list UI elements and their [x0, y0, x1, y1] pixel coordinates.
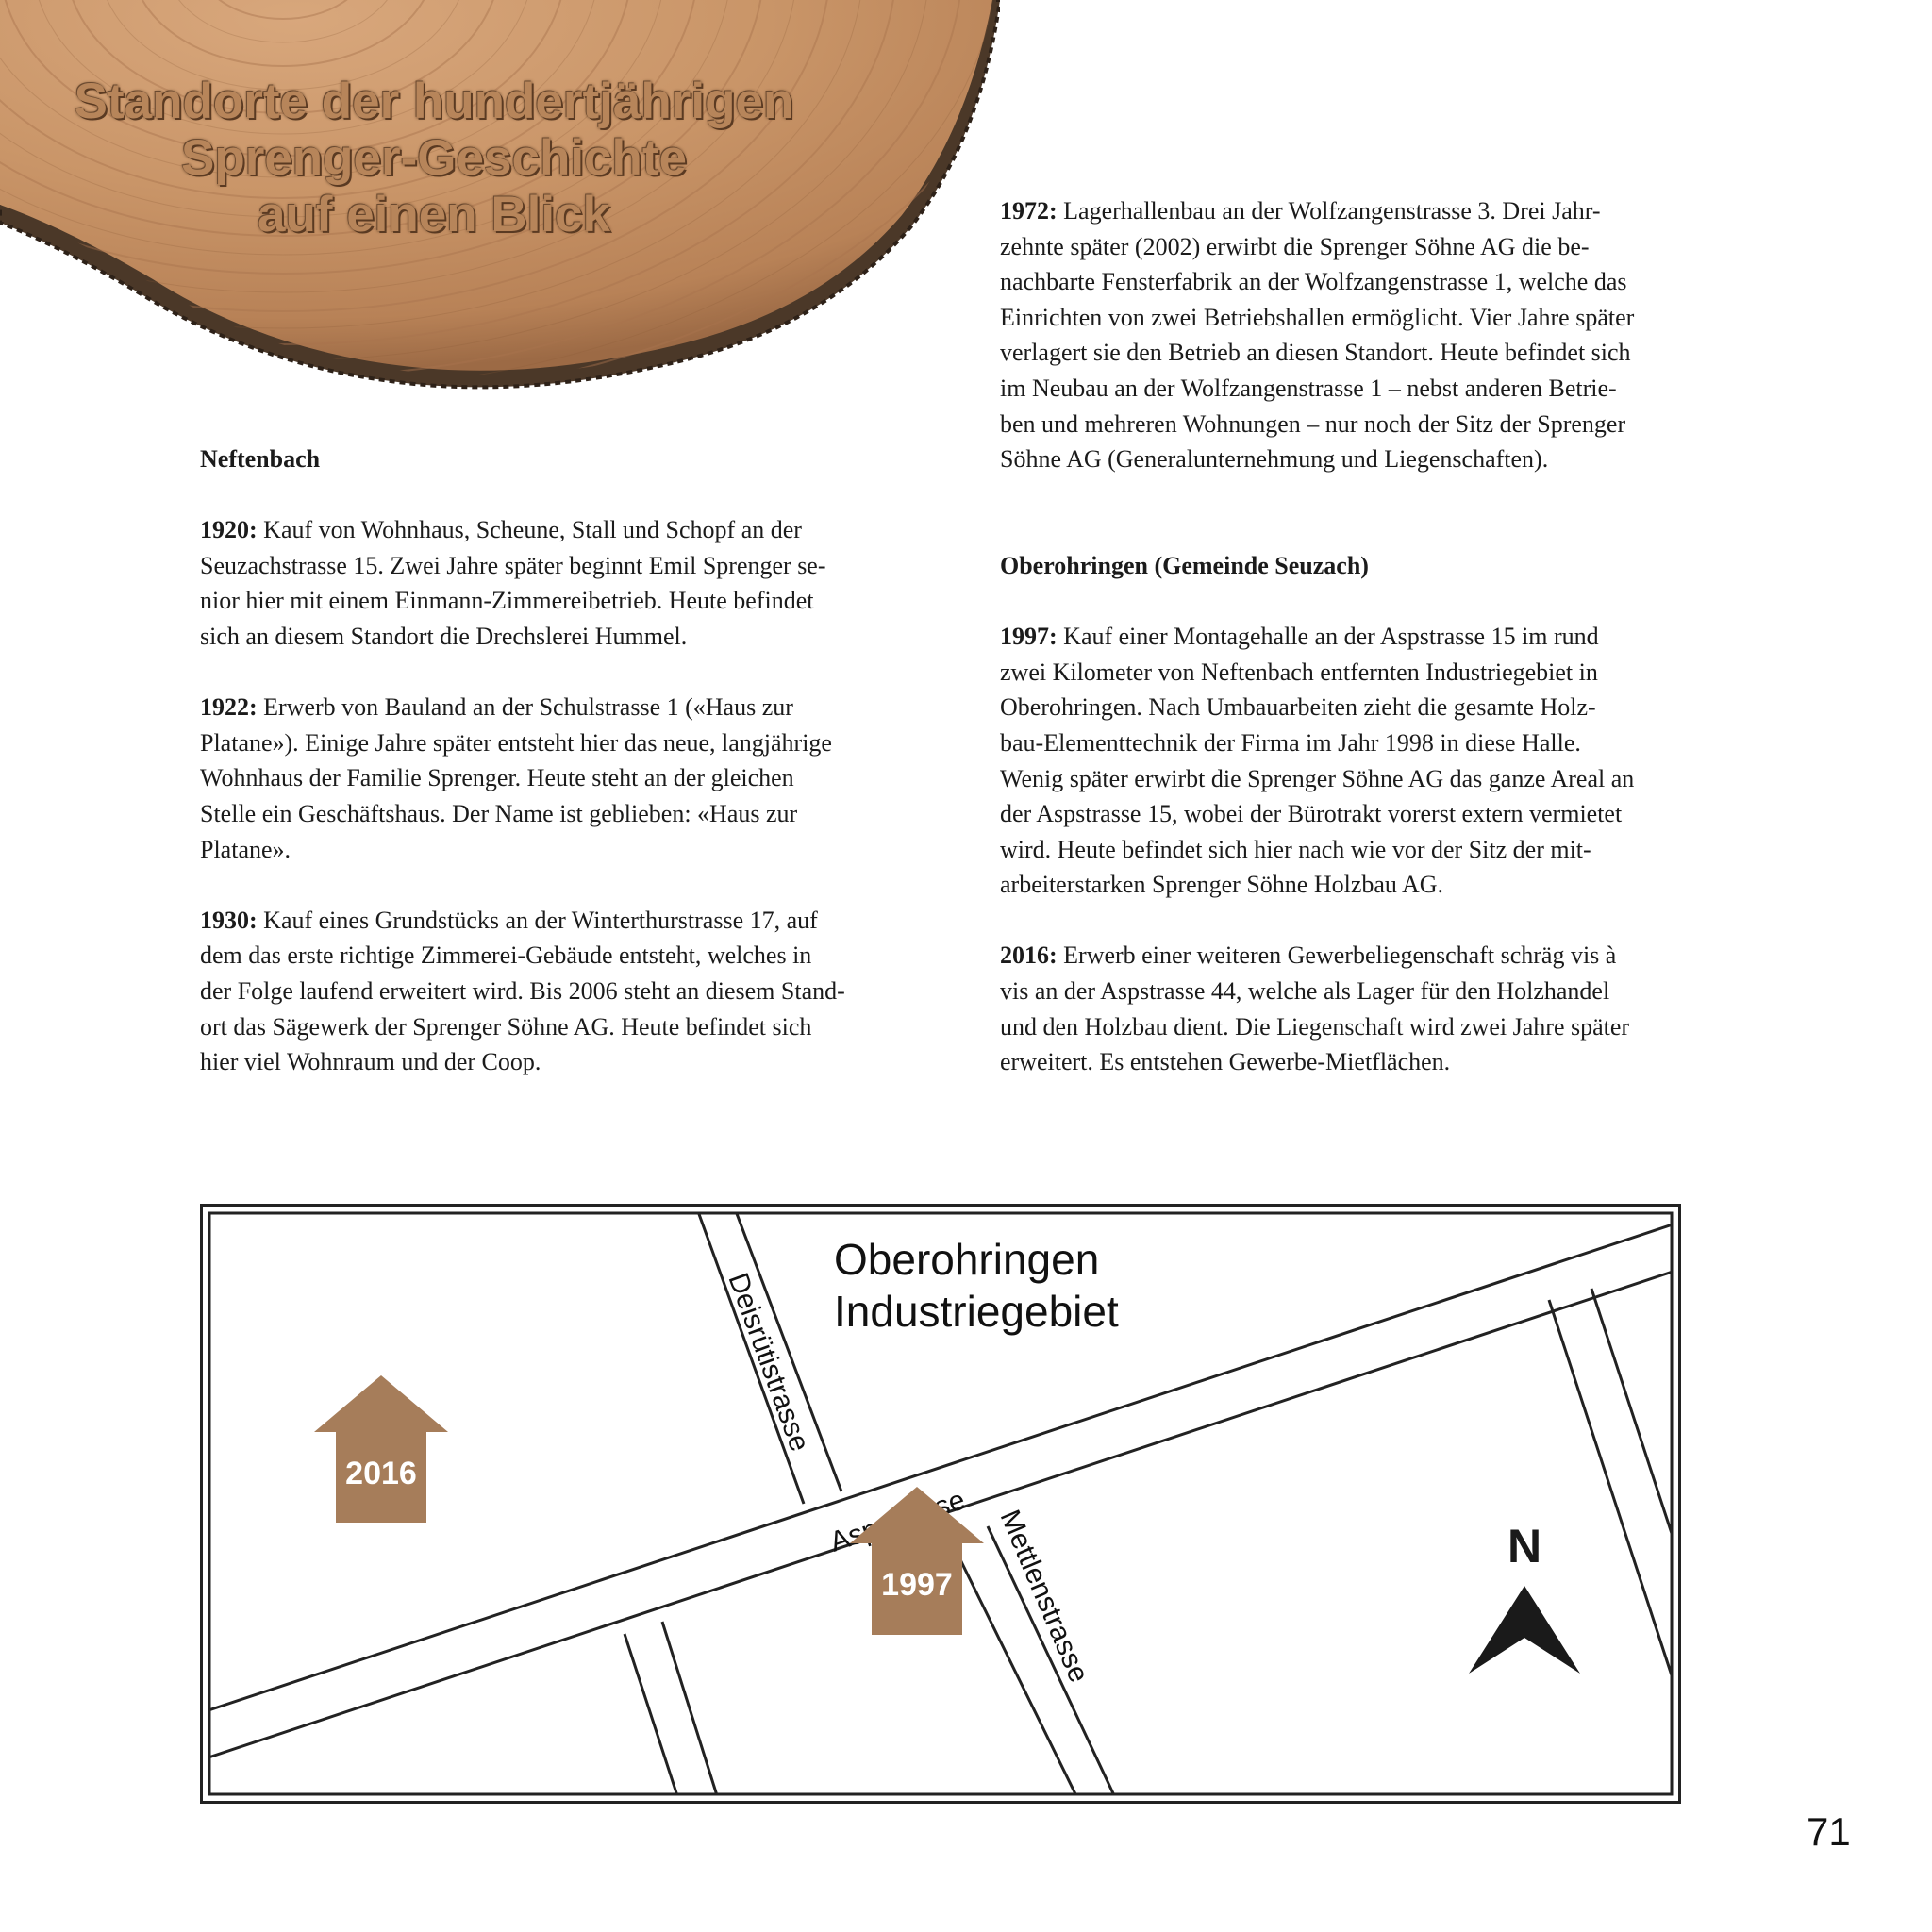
entry-text: arbeiterstarken Sprenger Söhne Holzbau AG.: [1000, 871, 1444, 899]
entry-text: dem das erste richtige Zimmerei-Gebäude entsteht, welches in: [200, 941, 812, 970]
entry-text: verlagert sie den Betrieb an diesen Standort. Heute befindet sich: [1000, 339, 1631, 367]
left-column: [200, 441, 879, 1080]
section-heading-oberohringen: Oberohringen (Gemeinde Seuzach): [1000, 551, 1369, 579]
entry-text: Lagerhallenbau an der Wolfzangenstrasse 3. Drei Jahr-: [1057, 197, 1601, 225]
entry-text: bau-Elementtechnik der Firma im Jahr 1998 in diese Halle.: [1000, 728, 1581, 757]
entry-text: erweitert. Es entstehen Gewerbe-Mietflächen.: [1000, 1048, 1451, 1076]
entry-text: Seuzachstrasse 15. Zwei Jahre später beginnt Emil Sprenger se-: [200, 551, 826, 579]
entry-text: Kauf von Wohnhaus, Scheune, Stall und Schopf an der: [257, 516, 802, 544]
entry-text: Platane».: [200, 835, 291, 863]
entry-year: 1997:: [1000, 623, 1058, 651]
entry-1922: [200, 690, 879, 867]
entry-text: Stelle ein Geschäftshaus. Der Name ist geblieben: «Haus zur: [200, 799, 798, 827]
entry-text: Wenig später erwirbt die Sprenger Söhne AG das ganze Areal an: [1000, 764, 1635, 792]
page-number: 71: [1807, 1809, 1851, 1854]
street-label-mettlenstrasse: Mettlenstrasse: [993, 1505, 1095, 1688]
entry-text: Oberohringen. Nach Umbauarbeiten zieht die gesamte Holz-: [1000, 693, 1596, 722]
title-line-2: Sprenger-Geschichte: [180, 130, 688, 186]
entry-text: wird. Heute befindet sich hier nach wie vor der Sitz der mit-: [1000, 835, 1591, 863]
entry-text: nior hier mit einem Einmann-Zimmereibetrieb. Heute befindet: [200, 587, 814, 615]
right-column: [1000, 193, 1698, 1080]
entry-text: ort das Sägewerk der Sprenger Söhne AG. Heute befindet sich: [200, 1012, 812, 1041]
entry-text: Erwerb einer weiteren Gewerbeliegenschaft schräg vis à: [1057, 941, 1617, 970]
entry-2016: [1000, 938, 1698, 1079]
entry-text: sich an diesem Standort die Drechslerei Hummel.: [200, 622, 688, 650]
marker-label: 2016: [345, 1456, 417, 1491]
entry-text: Platane»). Einige Jahre später entsteht hier das neue, langjährige: [200, 728, 832, 757]
map-area-label: Industriegebiet: [834, 1287, 1119, 1336]
entry-text: zehnte später (2002) erwirbt die Sprenger Söhne AG die be-: [1000, 232, 1590, 260]
section-heading-neftenbach: Neftenbach: [200, 445, 321, 473]
entry-year: 1930:: [200, 906, 258, 934]
entry-1997: [1000, 619, 1698, 903]
entry-text: vis an der Aspstrasse 44, welche als Lager für den Holzhandel: [1000, 977, 1610, 1006]
title-line-3: auf einen Blick: [257, 187, 611, 242]
entry-text: Einrichten von zwei Betriebshallen ermöglicht. Vier Jahre später: [1000, 303, 1635, 331]
entry-1920: [200, 512, 879, 654]
location-map: [200, 1204, 1681, 1804]
street-label-deisruetistrasse: Deisrütistrasse: [722, 1269, 816, 1456]
entry-year: 1922:: [200, 693, 258, 722]
entry-text: Wohnhaus der Familie Sprenger. Heute steht an der gleichen: [200, 764, 794, 792]
entry-text: Söhne AG (Generalunternehmung und Liegenschaften).: [1000, 445, 1549, 474]
entry-year: 1972:: [1000, 197, 1058, 225]
title-line-1: Standorte der hundertjährigen: [74, 74, 794, 129]
entry-text: im Neubau an der Wolfzangenstrasse 1 – nebst anderen Betrie-: [1000, 374, 1617, 402]
entry-text: nachbarte Fensterfabrik an der Wolfzangenstrasse 1, welche das: [1000, 268, 1627, 296]
entry-text: hier viel Wohnraum und der Coop.: [200, 1048, 541, 1076]
entry-year: 2016:: [1000, 941, 1058, 970]
entry-1972: [1000, 193, 1698, 477]
entry-text: Erwerb von Bauland an der Schulstrasse 1 («Haus zur: [257, 693, 793, 722]
entry-text: Kauf eines Grundstücks an der Winterthurstrasse 17, auf: [257, 906, 818, 934]
north-label: N: [1507, 1520, 1542, 1573]
entry-1930: [200, 903, 879, 1080]
marker-label: 1997: [881, 1567, 953, 1603]
entry-text: der Aspstrasse 15, wobei der Bürotrakt vorerst extern vermietet: [1000, 800, 1623, 828]
entry-text: der Folge laufend erweitert wird. Bis 2006 steht an diesem Stand-: [200, 976, 845, 1005]
entry-text: Kauf einer Montagehalle an der Aspstrasse 15 im rund: [1057, 623, 1599, 651]
entry-year: 1920:: [200, 516, 258, 544]
entry-text: zwei Kilometer von Neftenbach entfernten Industriegebiet in: [1000, 658, 1598, 686]
page-title: [0, 74, 868, 243]
map-area-label: Oberohringen: [834, 1235, 1100, 1284]
entry-text: ben und mehreren Wohnungen – nur noch der Sitz der Sprenger: [1000, 409, 1626, 438]
entry-text: und den Holzbau dient. Die Liegenschaft wird zwei Jahre später: [1000, 1012, 1630, 1041]
